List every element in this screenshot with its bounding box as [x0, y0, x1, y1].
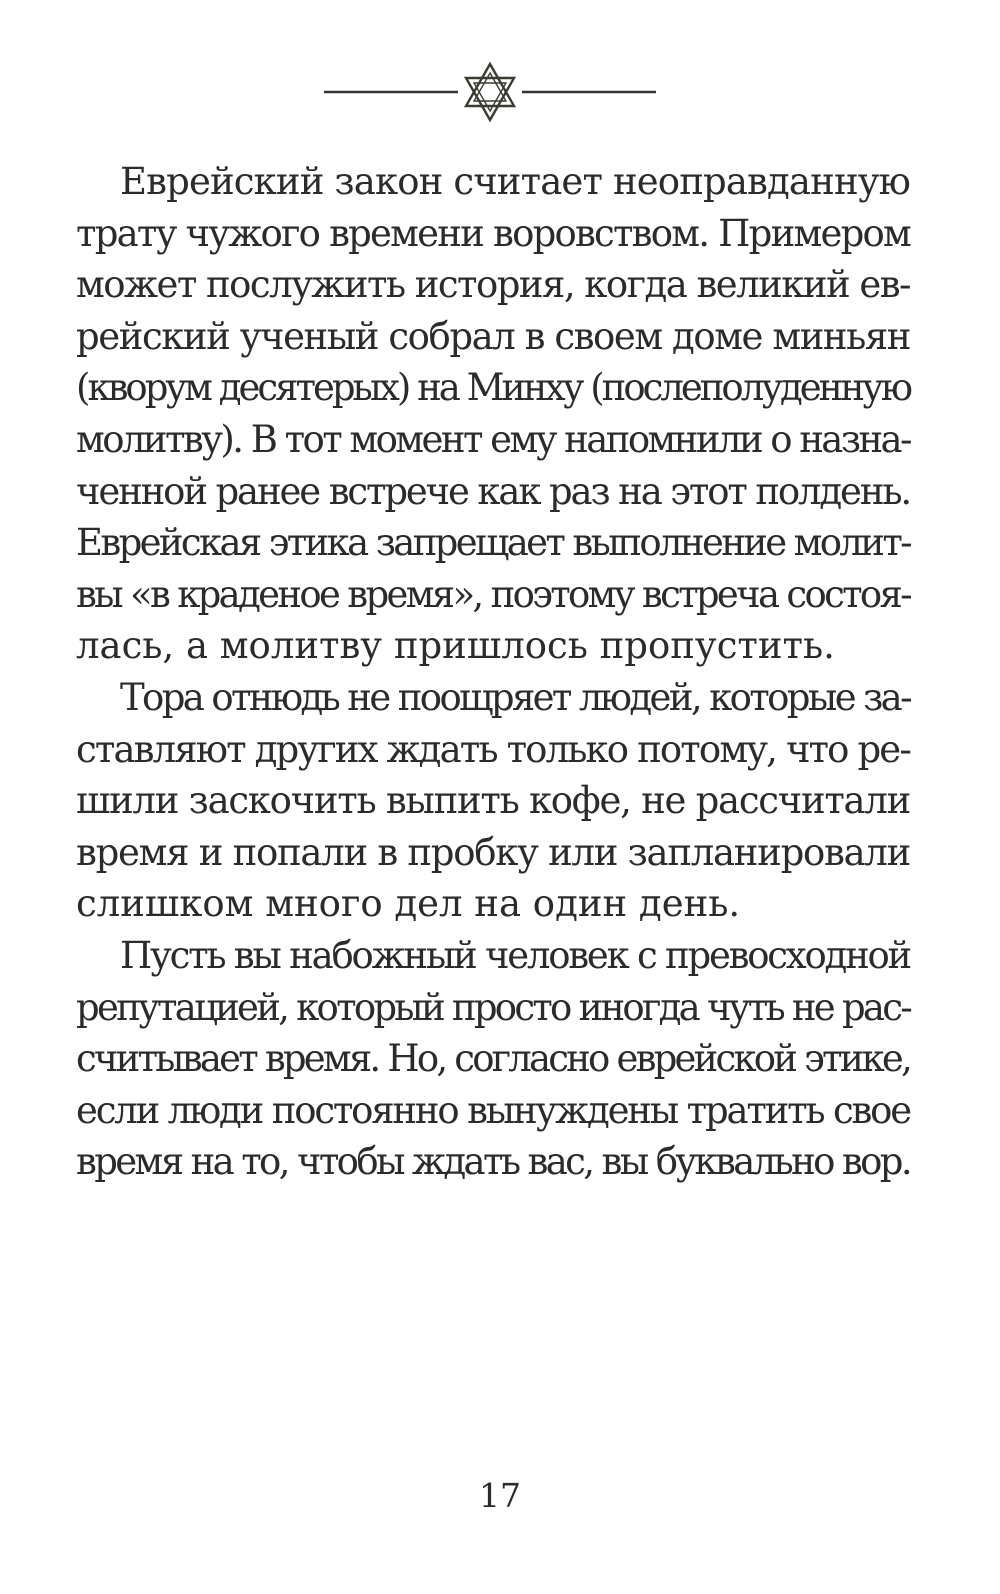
paragraph-3 [76, 930, 910, 1188]
text-line: может послужить история, когда великий ев- [76, 263, 910, 307]
text-line: ченной ранее встрече как раз на этот полдень. [76, 469, 911, 513]
text-line: рейский ученый собрал в своем доме миньян [76, 314, 911, 358]
page-number: 17 [479, 1476, 521, 1515]
text-line: лась, а молитву пришлось пропустить. [76, 624, 835, 668]
text-line: слишком много дел на один день. [76, 882, 741, 926]
body-text [76, 156, 910, 1188]
text-line: трату чужого времени воровством. Примером [76, 211, 910, 255]
text-line: Еврейская этика запрещает выполнение молит- [76, 521, 911, 565]
text-line: время и попали в пробку или запланировали [76, 830, 911, 874]
text-line: молитву). В тот момент ему напомнили о назна- [76, 417, 911, 461]
text-line: Пусть вы набожный человек с превосходной [120, 933, 911, 977]
text-line: вы «в краденое время», поэтому встреча состоя- [76, 572, 911, 616]
text-line: Тора отнюдь не поощряет людей, которые за- [120, 675, 910, 719]
text-line: время на то, чтобы ждать вас, вы буквально вор. [76, 1140, 910, 1184]
text-line: считывает время. Но, согласно еврейской этике, [76, 1037, 910, 1081]
text-line: (кворум десятерых) на Минху (послеполуденную [76, 366, 911, 410]
text-line: Еврейский закон считает неоправданную [120, 160, 911, 203]
text-line: шили заскочить выпить кофе, не рассчитали [76, 779, 910, 823]
text-line: ставляют других ждать только потому, что ре- [76, 727, 910, 771]
paragraph-1 [76, 156, 910, 672]
star-of-david-icon [466, 64, 514, 120]
text-line: если люди постоянно вынуждены тратить свое [76, 1088, 910, 1132]
paragraph-2 [76, 672, 910, 930]
ornament-divider [320, 58, 660, 128]
text-line: репутацией, который просто иногда чуть не рас- [76, 985, 910, 1029]
